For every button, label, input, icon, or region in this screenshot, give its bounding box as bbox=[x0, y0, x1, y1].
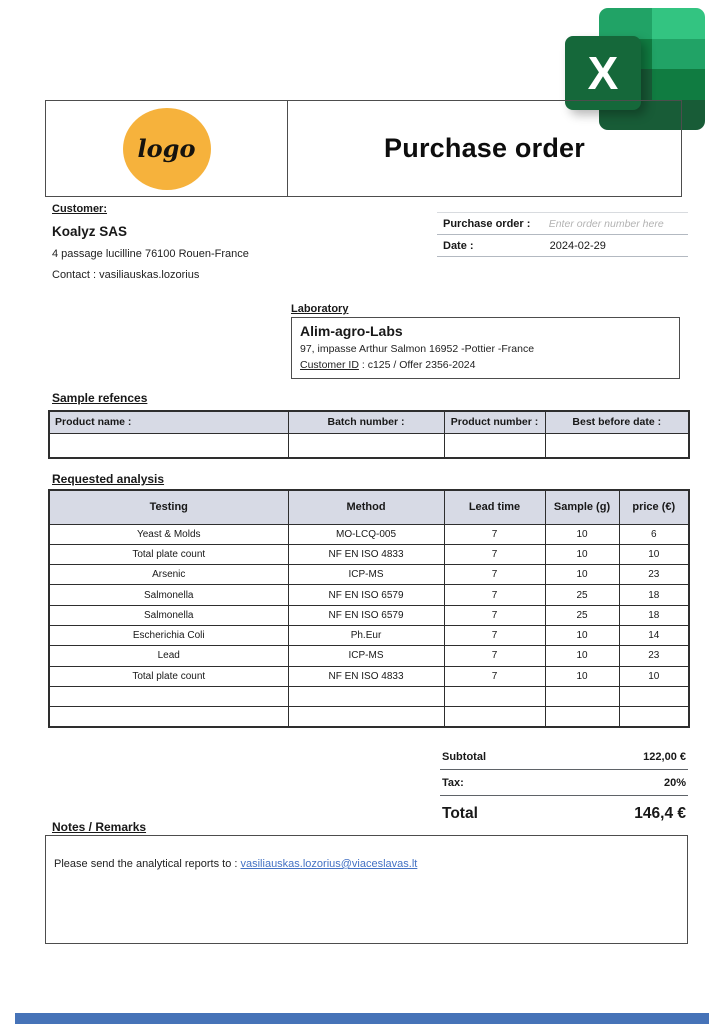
empty-fill-in-row bbox=[49, 686, 689, 706]
column-header: Batch number : bbox=[288, 411, 444, 433]
empty-fill-in-row bbox=[49, 433, 689, 458]
logo-text: logo bbox=[137, 134, 196, 163]
table-cell: 10 bbox=[545, 565, 619, 585]
column-header: Product name : bbox=[49, 411, 288, 433]
table-cell: 18 bbox=[619, 605, 689, 625]
empty-fill-in-cell[interactable] bbox=[288, 707, 444, 727]
empty-fill-in-cell[interactable] bbox=[49, 433, 288, 458]
column-header: price (€) bbox=[619, 490, 689, 524]
tax-row bbox=[440, 770, 688, 796]
table-cell: NF EN ISO 4833 bbox=[288, 666, 444, 686]
logo-cell bbox=[46, 101, 288, 196]
table-cell: 25 bbox=[545, 605, 619, 625]
table-cell: Escherichia Coli bbox=[49, 625, 288, 645]
table-cell: 10 bbox=[619, 666, 689, 686]
laboratory-card bbox=[291, 317, 680, 379]
table-row bbox=[49, 666, 689, 686]
table-cell: 7 bbox=[444, 544, 545, 564]
total-row bbox=[440, 796, 688, 829]
empty-fill-in-cell[interactable] bbox=[49, 707, 288, 727]
column-header: Sample (g) bbox=[545, 490, 619, 524]
table-cell: NF EN ISO 6579 bbox=[288, 605, 444, 625]
totals-section bbox=[440, 744, 688, 829]
subtotal-row bbox=[440, 744, 688, 770]
table-row bbox=[49, 524, 689, 544]
order-info-section bbox=[437, 212, 688, 257]
total-value: 146,4 € bbox=[634, 805, 686, 822]
table-cell: 7 bbox=[444, 625, 545, 645]
document-header bbox=[45, 100, 682, 197]
order-date-label: Date : bbox=[443, 240, 474, 252]
table-row bbox=[49, 565, 689, 585]
table-cell: 10 bbox=[545, 544, 619, 564]
table-cell: 25 bbox=[545, 585, 619, 605]
table-cell: 7 bbox=[444, 646, 545, 666]
table-cell: MO-LCQ-005 bbox=[288, 524, 444, 544]
table-row bbox=[49, 605, 689, 625]
column-header: Method bbox=[288, 490, 444, 524]
table-cell: Lead bbox=[49, 646, 288, 666]
empty-fill-in-cell[interactable] bbox=[545, 707, 619, 727]
tax-value: 20% bbox=[663, 777, 686, 789]
table-cell: 7 bbox=[444, 666, 545, 686]
table-cell: Total plate count bbox=[49, 666, 288, 686]
notes-title: Notes / Remarks bbox=[52, 820, 147, 834]
tax-label: Tax: bbox=[442, 777, 464, 789]
table-cell: ICP-MS bbox=[288, 565, 444, 585]
empty-fill-in-cell[interactable] bbox=[444, 707, 545, 727]
requested-analysis-table bbox=[48, 489, 690, 728]
table-cell: Ph.Eur bbox=[288, 625, 444, 645]
empty-fill-in-cell[interactable] bbox=[619, 707, 689, 727]
customer-contact: Contact : vasiliauskas.lozorius bbox=[52, 269, 200, 281]
sample-references-header bbox=[49, 411, 689, 433]
table-cell: 10 bbox=[545, 666, 619, 686]
requested-analysis-title: Requested analysis bbox=[52, 472, 165, 486]
title-cell bbox=[288, 101, 681, 196]
excel-x-badge-icon: X bbox=[565, 36, 641, 110]
laboratory-name: Alim-agro-Labs bbox=[300, 323, 403, 339]
empty-fill-in-cell[interactable] bbox=[444, 686, 545, 706]
order-date-row bbox=[437, 235, 688, 257]
sample-references-table bbox=[48, 410, 690, 459]
order-date-field[interactable]: 2024-02-29 bbox=[549, 240, 606, 252]
table-cell: 7 bbox=[444, 524, 545, 544]
column-header: Testing bbox=[49, 490, 288, 524]
order-number-field[interactable]: Enter order number here bbox=[548, 218, 664, 230]
table-row bbox=[49, 646, 689, 666]
table-cell: 7 bbox=[444, 605, 545, 625]
customer-name: Koalyz SAS bbox=[52, 224, 128, 239]
table-cell: 7 bbox=[444, 585, 545, 605]
laboratory-label: Laboratory bbox=[291, 303, 349, 315]
table-cell: NF EN ISO 4833 bbox=[288, 544, 444, 564]
notes-text-prefix: Please send the analytical reports to : bbox=[54, 858, 241, 870]
empty-fill-in-cell[interactable] bbox=[619, 686, 689, 706]
table-cell: 14 bbox=[619, 625, 689, 645]
notes-box bbox=[45, 835, 688, 944]
empty-fill-in-row bbox=[49, 707, 689, 727]
table-cell: 18 bbox=[619, 585, 689, 605]
table-cell: Salmonella bbox=[49, 605, 288, 625]
customer-section bbox=[52, 203, 382, 281]
total-label: Total bbox=[442, 805, 478, 822]
table-cell: Arsenic bbox=[49, 565, 288, 585]
customer-id-value: : c125 / Offer 2356-2024 bbox=[358, 359, 476, 371]
customer-label: Customer: bbox=[52, 203, 108, 215]
table-cell: 10 bbox=[545, 625, 619, 645]
notes-text bbox=[54, 858, 679, 870]
customer-id-label: Customer ID bbox=[300, 359, 359, 371]
footer-accent-bar bbox=[15, 1013, 709, 1024]
laboratory-customer-id bbox=[300, 359, 671, 371]
table-cell: ICP-MS bbox=[288, 646, 444, 666]
page-title: Purchase order bbox=[384, 133, 585, 163]
table-cell: Yeast & Molds bbox=[49, 524, 288, 544]
empty-fill-in-cell[interactable] bbox=[545, 433, 689, 458]
empty-fill-in-cell[interactable] bbox=[444, 433, 545, 458]
customer-address: 4 passage lucilline 76100 Rouen-France bbox=[52, 248, 249, 260]
requested-analysis-header bbox=[49, 490, 689, 524]
table-cell: NF EN ISO 6579 bbox=[288, 585, 444, 605]
subtotal-value: 122,00 € bbox=[643, 751, 686, 763]
table-row bbox=[49, 544, 689, 564]
order-number-label: Purchase order : bbox=[443, 218, 531, 230]
table-cell: Salmonella bbox=[49, 585, 288, 605]
column-header: Lead time bbox=[444, 490, 545, 524]
column-header: Product number : bbox=[444, 411, 545, 433]
table-row bbox=[49, 625, 689, 645]
empty-fill-in-cell[interactable] bbox=[288, 686, 444, 706]
empty-fill-in-cell[interactable] bbox=[49, 686, 288, 706]
table-cell: 6 bbox=[619, 524, 689, 544]
column-header: Best before date : bbox=[545, 411, 689, 433]
company-logo bbox=[123, 108, 211, 190]
order-number-row bbox=[437, 212, 688, 235]
empty-fill-in-cell[interactable] bbox=[545, 686, 619, 706]
table-cell: 23 bbox=[619, 565, 689, 585]
laboratory-address: 97, impasse Arthur Salmon 16952 -Pottier -France bbox=[300, 343, 535, 355]
table-cell: 10 bbox=[545, 524, 619, 544]
email-link[interactable]: vasiliauskas.lozorius@viaceslavas.lt bbox=[240, 858, 418, 870]
table-cell: Total plate count bbox=[49, 544, 288, 564]
table-cell: 23 bbox=[619, 646, 689, 666]
table-row bbox=[49, 585, 689, 605]
table-cell: 7 bbox=[444, 565, 545, 585]
empty-fill-in-cell[interactable] bbox=[288, 433, 444, 458]
subtotal-label: Subtotal bbox=[442, 751, 486, 763]
table-cell: 10 bbox=[619, 544, 689, 564]
table-cell: 10 bbox=[545, 646, 619, 666]
sample-references-title: Sample refences bbox=[52, 391, 148, 405]
